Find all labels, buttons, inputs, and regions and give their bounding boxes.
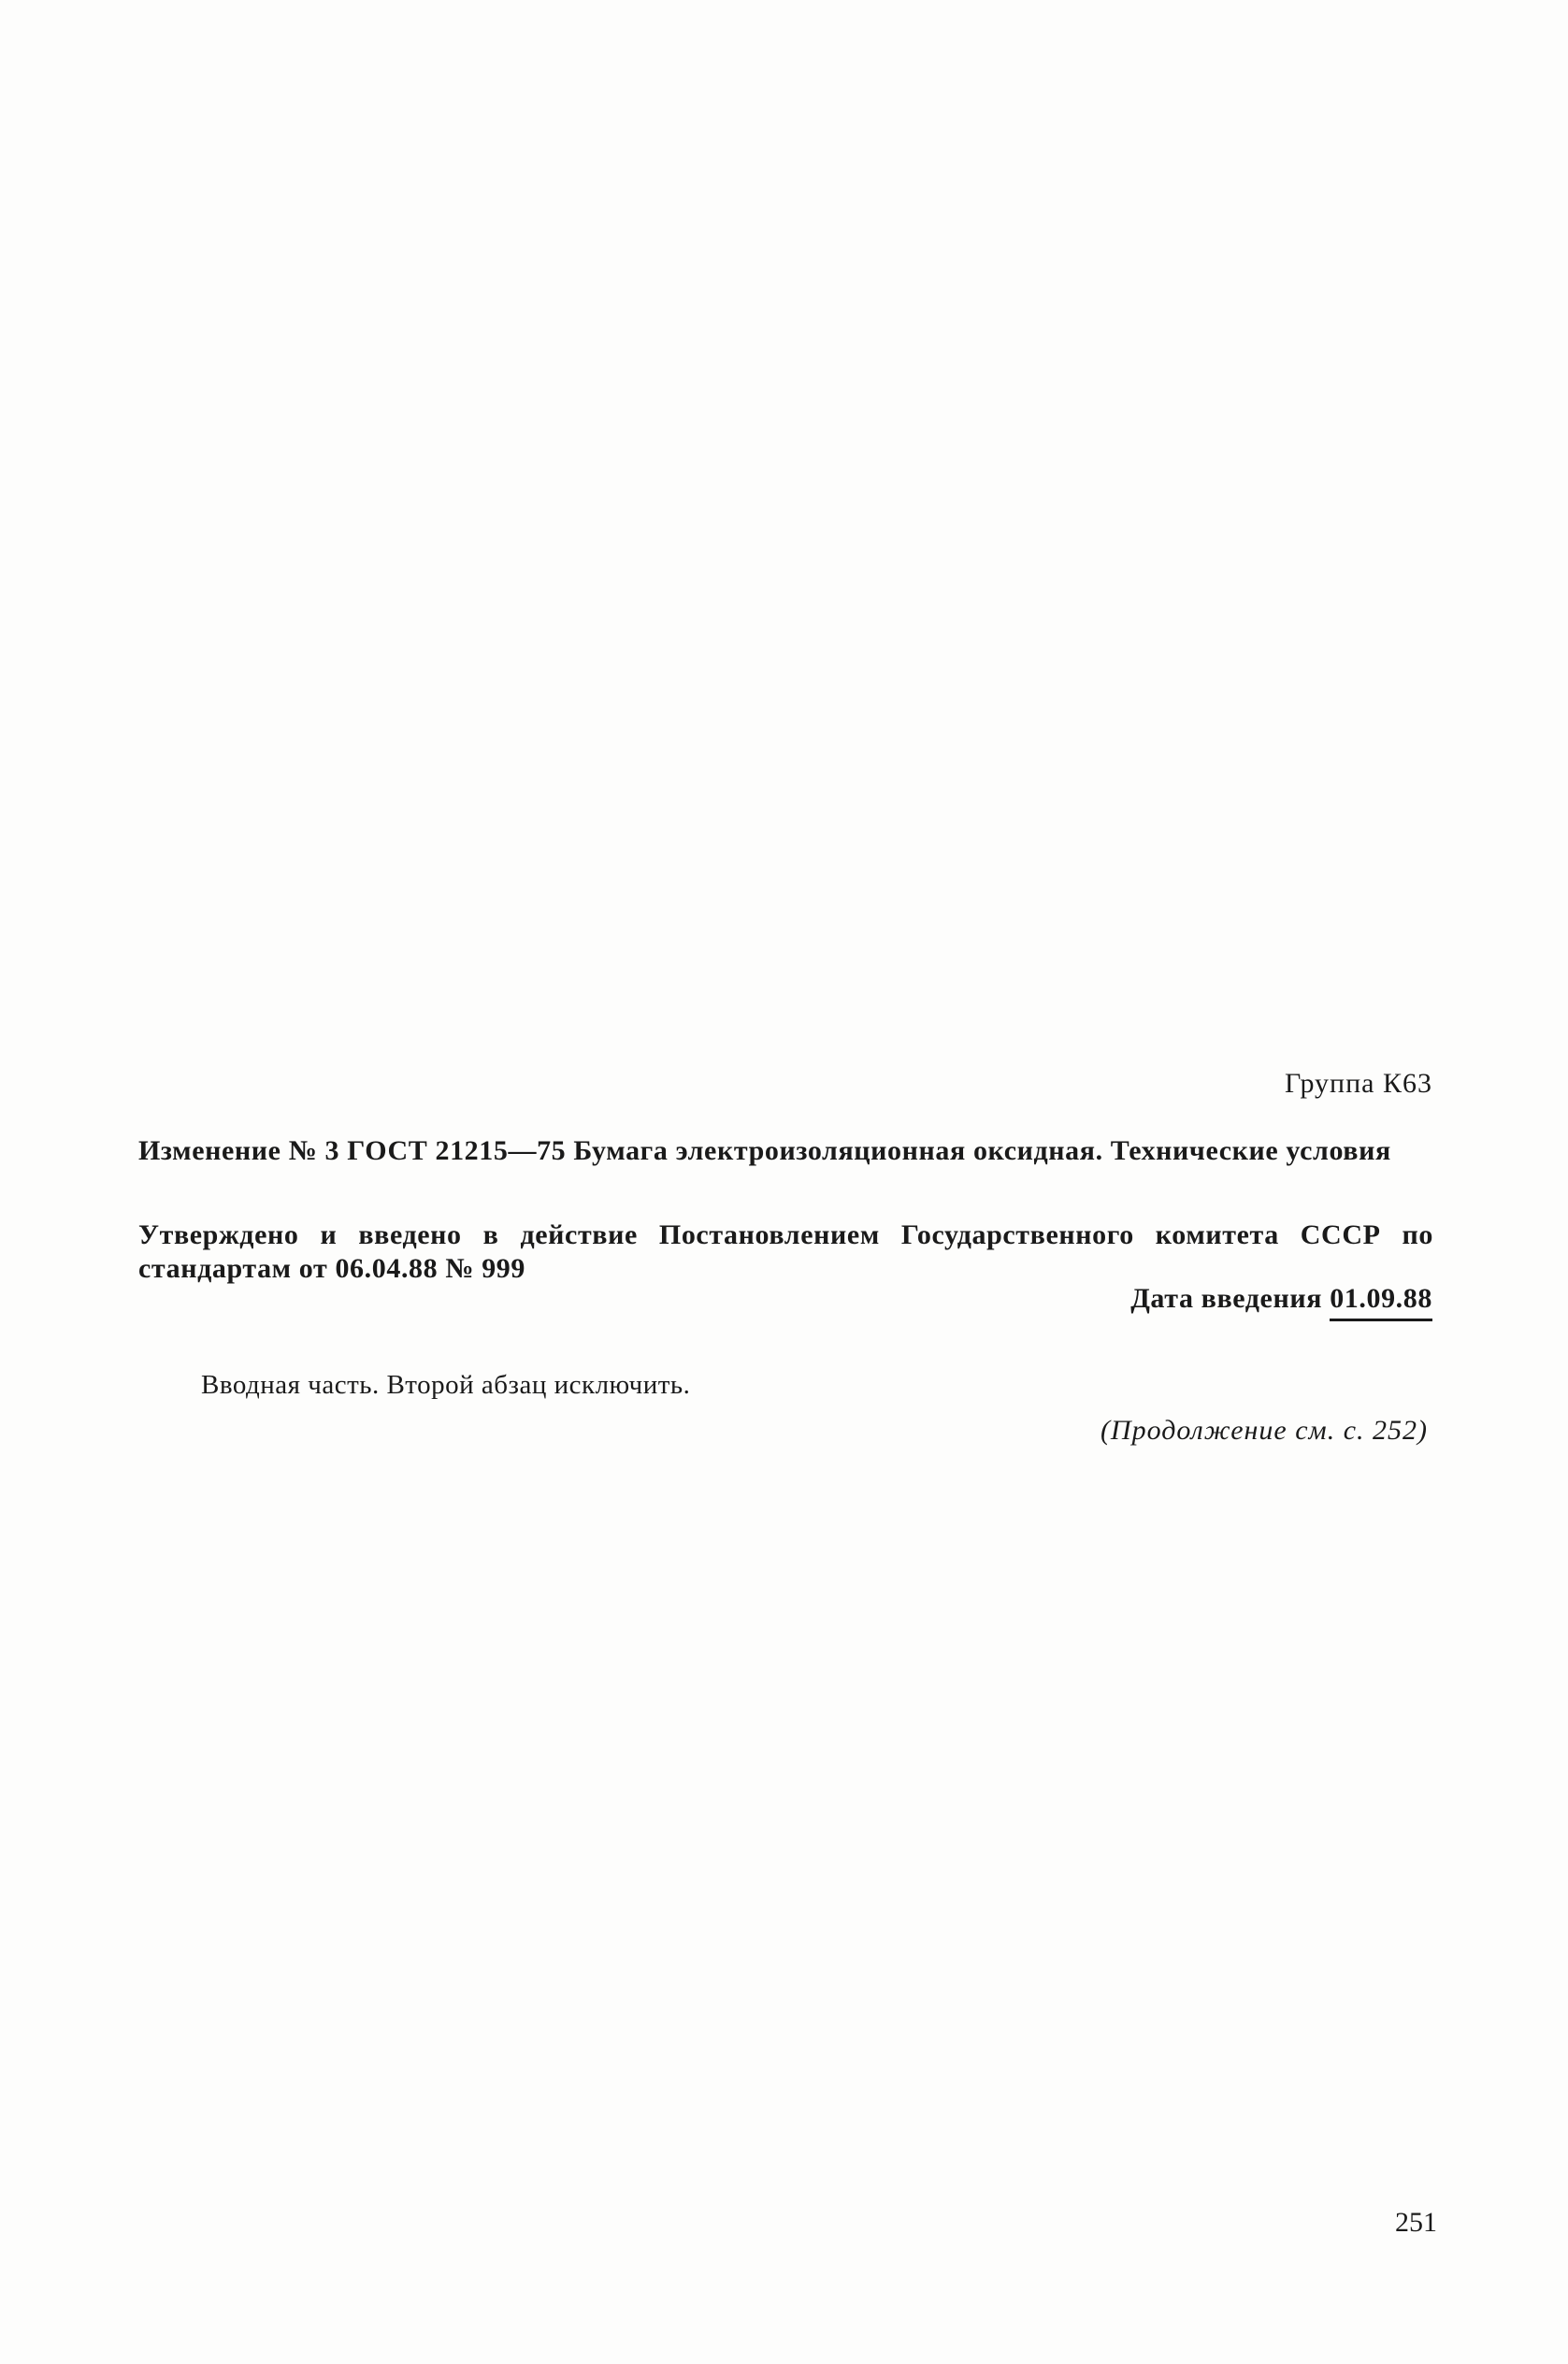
approval-statement: Утверждено и введено в действие Постановлением Государственного комитета СССР по стандартам от 06.04.88 № 999	[138, 1219, 1433, 1284]
introduction-date	[1130, 1283, 1432, 1321]
continuation-note: (Продолжение см. с. 252)	[1100, 1415, 1428, 1446]
page-number: 251	[1395, 2207, 1437, 2238]
introduction-date-value: 01.09.88	[1330, 1283, 1432, 1321]
change-title: Изменение № 3 ГОСТ 21215—75 Бумага электроизоляционная оксидная. Технические условия	[138, 1135, 1391, 1166]
group-label: Группа К63	[1285, 1068, 1432, 1099]
body-text: Вводная часть. Второй абзац исключить.	[201, 1370, 691, 1400]
introduction-date-label: Дата введения	[1130, 1283, 1323, 1314]
